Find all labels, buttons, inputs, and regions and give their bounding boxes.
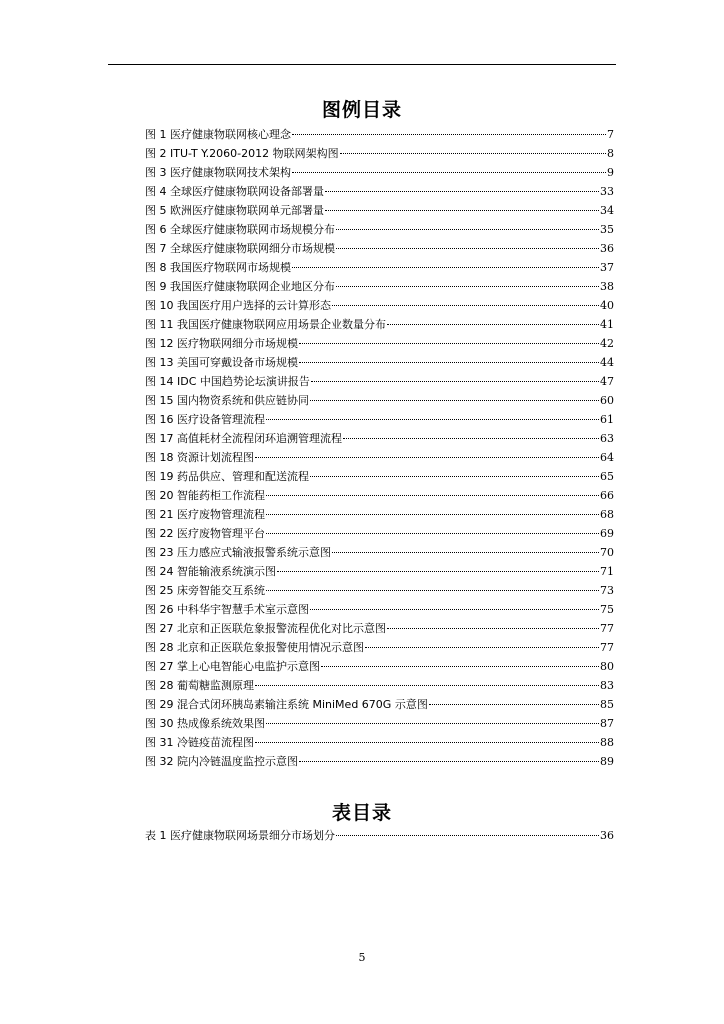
page-number: 5 (358, 951, 366, 964)
dot-leader (299, 362, 599, 363)
toc-entry-page: 40 (600, 299, 614, 312)
figure-toc-entry[interactable] (145, 714, 614, 733)
figure-toc-entry[interactable] (145, 486, 614, 505)
figure-toc-entry[interactable] (145, 524, 614, 543)
figure-toc-entry[interactable] (145, 163, 614, 182)
figure-toc-entry[interactable] (145, 410, 614, 429)
toc-entry-page: 9 (607, 166, 614, 179)
figure-toc-entry[interactable] (145, 638, 614, 657)
toc-entry-page: 75 (600, 603, 614, 616)
figure-toc-entry[interactable] (145, 429, 614, 448)
figure-toc-entry[interactable] (145, 334, 614, 353)
toc-entry-page: 77 (600, 641, 614, 654)
dot-leader (310, 400, 599, 401)
dot-leader (292, 267, 599, 268)
dot-leader (311, 381, 599, 382)
toc-entry-label: 表 1 医疗健康物联网场景细分市场划分 (145, 829, 335, 842)
dot-leader (387, 628, 599, 629)
toc-entry-page: 36 (600, 829, 614, 842)
toc-entry-page: 83 (600, 679, 614, 692)
toc-entry-page: 71 (600, 565, 614, 578)
toc-entry-label: 图 5 欧洲医疗健康物联网单元部署量 (145, 204, 324, 217)
toc-entry-label: 图 6 全球医疗健康物联网市场规模分布 (145, 223, 335, 236)
figure-toc-entry[interactable] (145, 562, 614, 581)
toc-entry-page: 66 (600, 489, 614, 502)
toc-entry-page: 69 (600, 527, 614, 540)
figure-toc-entry[interactable] (145, 391, 614, 410)
toc-entry-label: 图 13 美国可穿戴设备市场规模 (145, 356, 298, 369)
table-toc-entry[interactable] (145, 826, 614, 845)
dot-leader (266, 723, 599, 724)
dot-leader (343, 438, 599, 439)
dot-leader (336, 835, 599, 836)
toc-entry-label: 图 26 中科华宇智慧手术室示意图 (145, 603, 309, 616)
toc-entry-page: 70 (600, 546, 614, 559)
dot-leader (321, 666, 599, 667)
dot-leader (266, 419, 599, 420)
figure-toc-entry[interactable] (145, 258, 614, 277)
toc-entry-label: 图 27 掌上心电智能心电监护示意图 (145, 660, 320, 673)
dot-leader (332, 305, 599, 306)
figure-toc-entry[interactable] (145, 315, 614, 334)
toc-entry-page: 42 (600, 337, 614, 350)
figure-toc-entry[interactable] (145, 277, 614, 296)
toc-entry-page: 68 (600, 508, 614, 521)
dot-leader (387, 324, 599, 325)
dot-leader (255, 685, 599, 686)
toc-entry-label: 图 28 葡萄糖监测原理 (145, 679, 254, 692)
toc-entry-page: 36 (600, 242, 614, 255)
toc-entry-page: 38 (600, 280, 614, 293)
figure-toc-entry[interactable] (145, 543, 614, 562)
tables-list (145, 826, 614, 845)
toc-entry-page: 34 (600, 204, 614, 217)
figure-toc-entry[interactable] (145, 657, 614, 676)
dot-leader (336, 248, 599, 249)
dot-leader (292, 134, 606, 135)
figure-toc-entry[interactable] (145, 372, 614, 391)
dot-leader (299, 343, 599, 344)
dot-leader (429, 704, 599, 705)
dot-leader (277, 571, 599, 572)
toc-entry-page: 63 (600, 432, 614, 445)
toc-entry-page: 35 (600, 223, 614, 236)
toc-entry-page: 33 (600, 185, 614, 198)
toc-entry-page: 47 (600, 375, 614, 388)
toc-entry-label: 图 2 ITU-T Y.2060-2012 物联网架构图 (145, 147, 339, 160)
toc-entry-label: 图 30 热成像系统效果图 (145, 717, 265, 730)
figure-toc-entry[interactable] (145, 733, 614, 752)
toc-entry-label: 图 9 我国医疗健康物联网企业地区分布 (145, 280, 335, 293)
toc-entry-label: 图 12 医疗物联网细分市场规模 (145, 337, 298, 350)
dot-leader (255, 457, 599, 458)
toc-entry-label: 图 8 我国医疗物联网市场规模 (145, 261, 291, 274)
toc-entry-page: 7 (607, 128, 614, 141)
figure-toc-entry[interactable] (145, 296, 614, 315)
figure-toc-entry[interactable] (145, 353, 614, 372)
toc-entry-page: 87 (600, 717, 614, 730)
dot-leader (325, 191, 599, 192)
toc-entry-page: 60 (600, 394, 614, 407)
figure-toc-entry[interactable] (145, 619, 614, 638)
toc-entry-page: 61 (600, 413, 614, 426)
toc-entry-label: 图 11 我国医疗健康物联网应用场景企业数量分布 (145, 318, 386, 331)
dot-leader (332, 552, 599, 553)
toc-entry-label: 图 23 压力感应式输液报警系统示意图 (145, 546, 331, 559)
dot-leader (310, 476, 599, 477)
toc-entry-label: 图 16 医疗设备管理流程 (145, 413, 265, 426)
dot-leader (266, 533, 599, 534)
toc-entry-label: 图 31 冷链疫苗流程图 (145, 736, 254, 749)
tables-heading: 表目录 (331, 802, 392, 824)
toc-entry-label: 图 15 国内物资系统和供应链协同 (145, 394, 309, 407)
toc-entry-label: 图 1 医疗健康物联网核心理念 (145, 128, 291, 141)
toc-entry-label: 图 25 床旁智能交互系统 (145, 584, 265, 597)
toc-entry-label: 图 3 医疗健康物联网技术架构 (145, 166, 291, 179)
figure-toc-entry[interactable] (145, 125, 614, 144)
figure-toc-entry[interactable] (145, 600, 614, 619)
toc-entry-label: 图 10 我国医疗用户选择的云计算形态 (145, 299, 331, 312)
toc-entry-label: 图 20 智能药柜工作流程 (145, 489, 265, 502)
dot-leader (340, 153, 606, 154)
toc-entry-page: 37 (600, 261, 614, 274)
figure-toc-entry[interactable] (145, 182, 614, 201)
figure-toc-entry[interactable] (145, 505, 614, 524)
toc-entry-label: 图 4 全球医疗健康物联网设备部署量 (145, 185, 324, 198)
dot-leader (336, 229, 599, 230)
toc-entry-label: 图 27 北京和正医联危象报警流程优化对比示意图 (145, 622, 386, 635)
dot-leader (266, 495, 599, 496)
figure-toc-entry[interactable] (145, 448, 614, 467)
toc-entry-label: 图 24 智能输液系统演示图 (145, 565, 276, 578)
header-rule (108, 64, 616, 65)
toc-entry-page: 73 (600, 584, 614, 597)
figures-heading: 图例目录 (321, 99, 402, 121)
toc-entry-label: 图 32 院内冷链温度监控示意图 (145, 755, 298, 768)
toc-entry-label: 图 22 医疗废物管理平台 (145, 527, 265, 540)
toc-entry-page: 8 (607, 147, 614, 160)
toc-entry-page: 89 (600, 755, 614, 768)
figure-toc-entry[interactable] (145, 239, 614, 258)
figure-toc-entry[interactable] (145, 695, 614, 714)
figure-toc-entry[interactable] (145, 220, 614, 239)
toc-entry-page: 85 (600, 698, 614, 711)
toc-entry-label: 图 7 全球医疗健康物联网细分市场规模 (145, 242, 335, 255)
dot-leader (266, 514, 599, 515)
toc-entry-page: 65 (600, 470, 614, 483)
toc-entry-page: 41 (600, 318, 614, 331)
toc-entry-page: 88 (600, 736, 614, 749)
figure-toc-entry[interactable] (145, 467, 614, 486)
toc-entry-label: 图 28 北京和正医联危象报警使用情况示意图 (145, 641, 364, 654)
toc-entry-label: 图 29 混合式闭环胰岛素输注系统 MiniMed 670G 示意图 (145, 698, 428, 711)
toc-entry-page: 80 (600, 660, 614, 673)
dot-leader (292, 172, 606, 173)
toc-entry-label: 图 17 高值耗材全流程闭环追溯管理流程 (145, 432, 342, 445)
toc-entry-page: 77 (600, 622, 614, 635)
dot-leader (255, 742, 599, 743)
toc-entry-label: 图 21 医疗废物管理流程 (145, 508, 265, 521)
dot-leader (266, 590, 599, 591)
toc-entry-label: 图 14 IDC 中国趋势论坛演讲报告 (145, 375, 310, 388)
figure-toc-entry[interactable] (145, 676, 614, 695)
figure-toc-entry[interactable] (145, 752, 614, 771)
toc-entry-label: 图 18 资源计划流程图 (145, 451, 254, 464)
figure-toc-entry[interactable] (145, 144, 614, 163)
dot-leader (336, 286, 599, 287)
toc-entry-label: 图 19 药品供应、管理和配送流程 (145, 470, 309, 483)
dot-leader (310, 609, 599, 610)
figure-toc-entry[interactable] (145, 581, 614, 600)
figure-toc-entry[interactable] (145, 201, 614, 220)
toc-entry-page: 64 (600, 451, 614, 464)
figures-list (145, 125, 614, 771)
dot-leader (365, 647, 599, 648)
dot-leader (299, 761, 599, 762)
dot-leader (325, 210, 599, 211)
toc-entry-page: 44 (600, 356, 614, 369)
